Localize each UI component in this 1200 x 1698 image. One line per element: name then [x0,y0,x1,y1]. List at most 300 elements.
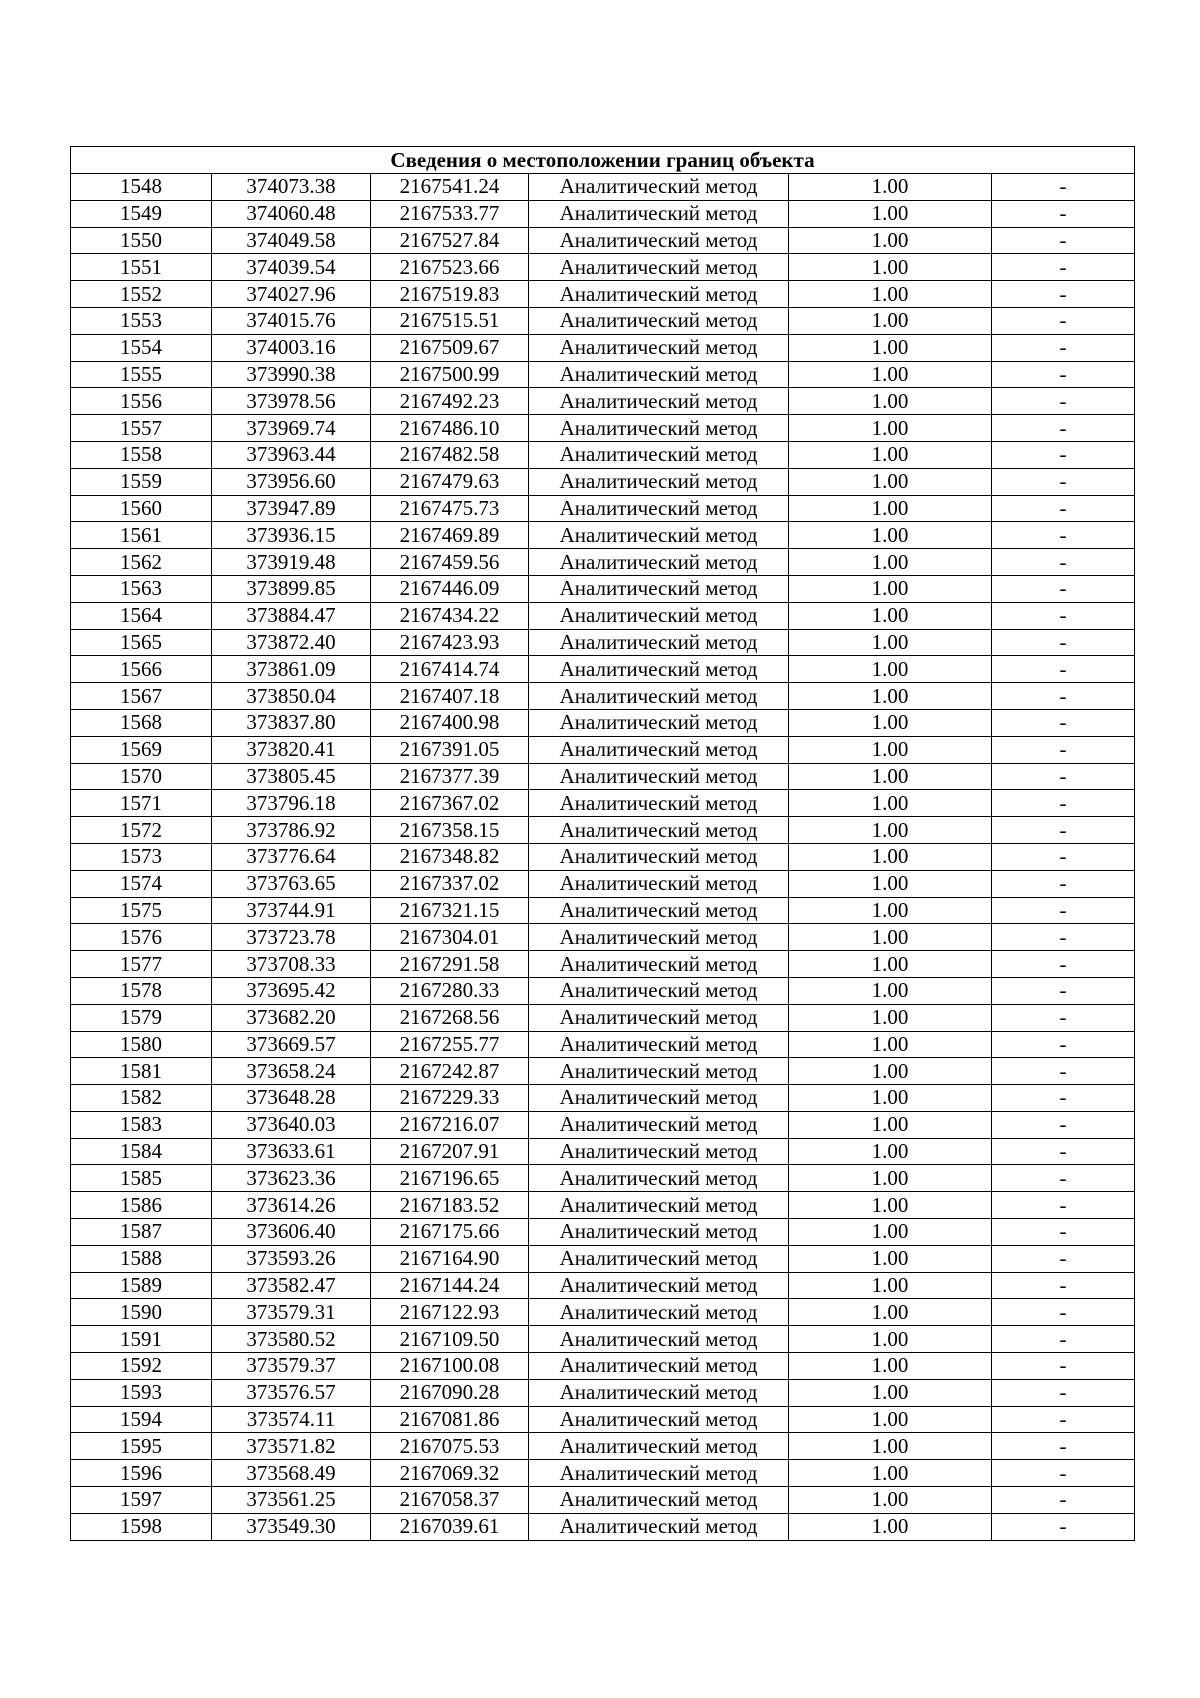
point-number-cell: 1560 [71,495,212,522]
description-cell: - [992,790,1135,817]
description-cell: - [992,1031,1135,1058]
method-cell: Аналитический метод [529,1326,789,1353]
y-coordinate-cell: 2167348.82 [371,843,529,870]
x-coordinate-cell: 373899.85 [212,575,371,602]
accuracy-cell: 1.00 [789,1272,992,1299]
method-cell: Аналитический метод [529,843,789,870]
description-cell: - [992,602,1135,629]
y-coordinate-cell: 2167321.15 [371,897,529,924]
y-coordinate-cell: 2167407.18 [371,683,529,710]
y-coordinate-cell: 2167069.32 [371,1460,529,1487]
accuracy-cell: 1.00 [789,897,992,924]
y-coordinate-cell: 2167337.02 [371,870,529,897]
accuracy-cell: 1.00 [789,1165,992,1192]
table-row [71,897,1135,924]
y-coordinate-cell: 2167434.22 [371,602,529,629]
method-cell: Аналитический метод [529,307,789,334]
method-cell: Аналитический метод [529,683,789,710]
point-number-cell: 1554 [71,334,212,361]
method-cell: Аналитический метод [529,870,789,897]
method-cell: Аналитический метод [529,1058,789,1085]
method-cell: Аналитический метод [529,495,789,522]
x-coordinate-cell: 373723.78 [212,924,371,951]
table-row [71,977,1135,1004]
y-coordinate-cell: 2167459.56 [371,549,529,576]
x-coordinate-cell: 373936.15 [212,522,371,549]
method-cell: Аналитический метод [529,629,789,656]
description-cell: - [992,897,1135,924]
accuracy-cell: 1.00 [789,790,992,817]
accuracy-cell: 1.00 [789,495,992,522]
y-coordinate-cell: 2167469.89 [371,522,529,549]
x-coordinate-cell: 373695.42 [212,977,371,1004]
description-cell: - [992,441,1135,468]
x-coordinate-cell: 373640.03 [212,1111,371,1138]
table-row [71,870,1135,897]
table-row [71,629,1135,656]
point-number-cell: 1583 [71,1111,212,1138]
x-coordinate-cell: 374003.16 [212,334,371,361]
table-row [71,495,1135,522]
description-cell: - [992,307,1135,334]
description-cell: - [992,1111,1135,1138]
method-cell: Аналитический метод [529,227,789,254]
point-number-cell: 1582 [71,1085,212,1112]
table-row [71,1379,1135,1406]
accuracy-cell: 1.00 [789,174,992,201]
table-row [71,281,1135,308]
method-cell: Аналитический метод [529,1353,789,1380]
method-cell: Аналитический метод [529,1272,789,1299]
table-row [71,307,1135,334]
method-cell: Аналитический метод [529,1192,789,1219]
x-coordinate-cell: 373593.26 [212,1245,371,1272]
y-coordinate-cell: 2167519.83 [371,281,529,308]
accuracy-cell: 1.00 [789,361,992,388]
y-coordinate-cell: 2167207.91 [371,1138,529,1165]
method-cell: Аналитический метод [529,1406,789,1433]
x-coordinate-cell: 373648.28 [212,1085,371,1112]
method-cell: Аналитический метод [529,951,789,978]
method-cell: Аналитический метод [529,1245,789,1272]
x-coordinate-cell: 373763.65 [212,870,371,897]
point-number-cell: 1598 [71,1513,212,1540]
table-row [71,415,1135,442]
method-cell: Аналитический метод [529,977,789,1004]
y-coordinate-cell: 2167486.10 [371,415,529,442]
accuracy-cell: 1.00 [789,977,992,1004]
accuracy-cell: 1.00 [789,1031,992,1058]
table-row [71,1326,1135,1353]
y-coordinate-cell: 2167446.09 [371,575,529,602]
accuracy-cell: 1.00 [789,817,992,844]
y-coordinate-cell: 2167075.53 [371,1433,529,1460]
point-number-cell: 1559 [71,468,212,495]
point-number-cell: 1570 [71,763,212,790]
x-coordinate-cell: 373669.57 [212,1031,371,1058]
description-cell: - [992,1406,1135,1433]
description-cell: - [992,951,1135,978]
point-number-cell: 1553 [71,307,212,334]
point-number-cell: 1587 [71,1219,212,1246]
description-cell: - [992,924,1135,951]
table-row [71,1004,1135,1031]
x-coordinate-cell: 373786.92 [212,817,371,844]
x-coordinate-cell: 373861.09 [212,656,371,683]
x-coordinate-cell: 373708.33 [212,951,371,978]
y-coordinate-cell: 2167242.87 [371,1058,529,1085]
x-coordinate-cell: 373805.45 [212,763,371,790]
accuracy-cell: 1.00 [789,200,992,227]
point-number-cell: 1569 [71,736,212,763]
accuracy-cell: 1.00 [789,575,992,602]
y-coordinate-cell: 2167423.93 [371,629,529,656]
point-number-cell: 1567 [71,683,212,710]
accuracy-cell: 1.00 [789,468,992,495]
y-coordinate-cell: 2167400.98 [371,709,529,736]
description-cell: - [992,334,1135,361]
description-cell: - [992,1272,1135,1299]
x-coordinate-cell: 373776.64 [212,843,371,870]
y-coordinate-cell: 2167291.58 [371,951,529,978]
point-number-cell: 1595 [71,1433,212,1460]
table-row [71,1245,1135,1272]
x-coordinate-cell: 374039.54 [212,254,371,281]
description-cell: - [992,763,1135,790]
point-number-cell: 1579 [71,1004,212,1031]
x-coordinate-cell: 373956.60 [212,468,371,495]
description-cell: - [992,870,1135,897]
description-cell: - [992,1379,1135,1406]
table-row [71,1219,1135,1246]
accuracy-cell: 1.00 [789,1192,992,1219]
table-row [71,441,1135,468]
x-coordinate-cell: 373658.24 [212,1058,371,1085]
accuracy-cell: 1.00 [789,281,992,308]
x-coordinate-cell: 373582.47 [212,1272,371,1299]
point-number-cell: 1565 [71,629,212,656]
y-coordinate-cell: 2167377.39 [371,763,529,790]
point-number-cell: 1577 [71,951,212,978]
description-cell: - [992,1487,1135,1514]
accuracy-cell: 1.00 [789,924,992,951]
accuracy-cell: 1.00 [789,1487,992,1514]
table-row [71,656,1135,683]
description-cell: - [992,1165,1135,1192]
table-row [71,1085,1135,1112]
description-cell: - [992,1085,1135,1112]
x-coordinate-cell: 373872.40 [212,629,371,656]
point-number-cell: 1563 [71,575,212,602]
y-coordinate-cell: 2167358.15 [371,817,529,844]
accuracy-cell: 1.00 [789,1111,992,1138]
description-cell: - [992,629,1135,656]
description-cell: - [992,1138,1135,1165]
table-row [71,334,1135,361]
point-number-cell: 1591 [71,1326,212,1353]
point-number-cell: 1580 [71,1031,212,1058]
table-row [71,1138,1135,1165]
accuracy-cell: 1.00 [789,709,992,736]
table-row [71,522,1135,549]
y-coordinate-cell: 2167527.84 [371,227,529,254]
method-cell: Аналитический метод [529,790,789,817]
accuracy-cell: 1.00 [789,1406,992,1433]
y-coordinate-cell: 2167122.93 [371,1299,529,1326]
y-coordinate-cell: 2167144.24 [371,1272,529,1299]
accuracy-cell: 1.00 [789,1326,992,1353]
point-number-cell: 1556 [71,388,212,415]
description-cell: - [992,1004,1135,1031]
accuracy-cell: 1.00 [789,415,992,442]
x-coordinate-cell: 373633.61 [212,1138,371,1165]
y-coordinate-cell: 2167268.56 [371,1004,529,1031]
y-coordinate-cell: 2167216.07 [371,1111,529,1138]
description-cell: - [992,174,1135,201]
table-row [71,227,1135,254]
x-coordinate-cell: 373963.44 [212,441,371,468]
table-row [71,951,1135,978]
point-number-cell: 1561 [71,522,212,549]
accuracy-cell: 1.00 [789,683,992,710]
x-coordinate-cell: 373850.04 [212,683,371,710]
method-cell: Аналитический метод [529,1138,789,1165]
point-number-cell: 1568 [71,709,212,736]
x-coordinate-cell: 373579.31 [212,1299,371,1326]
point-number-cell: 1588 [71,1245,212,1272]
x-coordinate-cell: 374049.58 [212,227,371,254]
y-coordinate-cell: 2167090.28 [371,1379,529,1406]
method-cell: Аналитический метод [529,281,789,308]
method-cell: Аналитический метод [529,361,789,388]
method-cell: Аналитический метод [529,549,789,576]
point-number-cell: 1558 [71,441,212,468]
y-coordinate-cell: 2167304.01 [371,924,529,951]
x-coordinate-cell: 373549.30 [212,1513,371,1540]
table-row [71,683,1135,710]
x-coordinate-cell: 373919.48 [212,549,371,576]
method-cell: Аналитический метод [529,1031,789,1058]
x-coordinate-cell: 374015.76 [212,307,371,334]
x-coordinate-cell: 373744.91 [212,897,371,924]
y-coordinate-cell: 2167100.08 [371,1353,529,1380]
description-cell: - [992,736,1135,763]
y-coordinate-cell: 2167509.67 [371,334,529,361]
table-row [71,549,1135,576]
method-cell: Аналитический метод [529,736,789,763]
method-cell: Аналитический метод [529,1513,789,1540]
method-cell: Аналитический метод [529,1085,789,1112]
table-row [71,843,1135,870]
description-cell: - [992,1245,1135,1272]
method-cell: Аналитический метод [529,254,789,281]
method-cell: Аналитический метод [529,709,789,736]
point-number-cell: 1564 [71,602,212,629]
method-cell: Аналитический метод [529,1165,789,1192]
table-row [71,817,1135,844]
method-cell: Аналитический метод [529,924,789,951]
method-cell: Аналитический метод [529,441,789,468]
table-row [71,361,1135,388]
table-row [71,602,1135,629]
y-coordinate-cell: 2167280.33 [371,977,529,1004]
description-cell: - [992,227,1135,254]
x-coordinate-cell: 373837.80 [212,709,371,736]
description-cell: - [992,1299,1135,1326]
table-row [71,1058,1135,1085]
point-number-cell: 1562 [71,549,212,576]
description-cell: - [992,1058,1135,1085]
point-number-cell: 1578 [71,977,212,1004]
point-number-cell: 1557 [71,415,212,442]
x-coordinate-cell: 374027.96 [212,281,371,308]
description-cell: - [992,575,1135,602]
point-number-cell: 1574 [71,870,212,897]
table-row [71,200,1135,227]
description-cell: - [992,1513,1135,1540]
description-cell: - [992,843,1135,870]
y-coordinate-cell: 2167183.52 [371,1192,529,1219]
description-cell: - [992,361,1135,388]
y-coordinate-cell: 2167255.77 [371,1031,529,1058]
x-coordinate-cell: 373614.26 [212,1192,371,1219]
x-coordinate-cell: 373884.47 [212,602,371,629]
description-cell: - [992,549,1135,576]
boundary-table [70,146,1135,1541]
accuracy-cell: 1.00 [789,763,992,790]
y-coordinate-cell: 2167414.74 [371,656,529,683]
point-number-cell: 1548 [71,174,212,201]
accuracy-cell: 1.00 [789,1085,992,1112]
x-coordinate-cell: 373947.89 [212,495,371,522]
point-number-cell: 1581 [71,1058,212,1085]
y-coordinate-cell: 2167058.37 [371,1487,529,1514]
y-coordinate-cell: 2167500.99 [371,361,529,388]
point-number-cell: 1549 [71,200,212,227]
method-cell: Аналитический метод [529,522,789,549]
table-row [71,575,1135,602]
accuracy-cell: 1.00 [789,254,992,281]
y-coordinate-cell: 2167229.33 [371,1085,529,1112]
method-cell: Аналитический метод [529,1379,789,1406]
point-number-cell: 1590 [71,1299,212,1326]
x-coordinate-cell: 373682.20 [212,1004,371,1031]
x-coordinate-cell: 373969.74 [212,415,371,442]
description-cell: - [992,977,1135,1004]
description-cell: - [992,656,1135,683]
method-cell: Аналитический метод [529,817,789,844]
description-cell: - [992,415,1135,442]
description-cell: - [992,522,1135,549]
accuracy-cell: 1.00 [789,629,992,656]
method-cell: Аналитический метод [529,1219,789,1246]
x-coordinate-cell: 373623.36 [212,1165,371,1192]
point-number-cell: 1586 [71,1192,212,1219]
description-cell: - [992,254,1135,281]
table-row [71,736,1135,763]
point-number-cell: 1593 [71,1379,212,1406]
description-cell: - [992,1326,1135,1353]
description-cell: - [992,817,1135,844]
accuracy-cell: 1.00 [789,656,992,683]
point-number-cell: 1596 [71,1460,212,1487]
method-cell: Аналитический метод [529,1487,789,1514]
table-row [71,790,1135,817]
point-number-cell: 1575 [71,897,212,924]
accuracy-cell: 1.00 [789,602,992,629]
accuracy-cell: 1.00 [789,870,992,897]
table-row [71,1165,1135,1192]
point-number-cell: 1566 [71,656,212,683]
x-coordinate-cell: 373568.49 [212,1460,371,1487]
method-cell: Аналитический метод [529,200,789,227]
method-cell: Аналитический метод [529,656,789,683]
x-coordinate-cell: 373576.57 [212,1379,371,1406]
accuracy-cell: 1.00 [789,1058,992,1085]
x-coordinate-cell: 373579.37 [212,1353,371,1380]
table-body [71,147,1135,1541]
point-number-cell: 1585 [71,1165,212,1192]
accuracy-cell: 1.00 [789,1245,992,1272]
table-row [71,1487,1135,1514]
point-number-cell: 1589 [71,1272,212,1299]
accuracy-cell: 1.00 [789,522,992,549]
point-number-cell: 1576 [71,924,212,951]
x-coordinate-cell: 373978.56 [212,388,371,415]
table-row [71,1353,1135,1380]
method-cell: Аналитический метод [529,763,789,790]
accuracy-cell: 1.00 [789,1460,992,1487]
table-title-row [71,147,1135,174]
accuracy-cell: 1.00 [789,388,992,415]
y-coordinate-cell: 2167523.66 [371,254,529,281]
y-coordinate-cell: 2167081.86 [371,1406,529,1433]
table-row [71,1272,1135,1299]
y-coordinate-cell: 2167391.05 [371,736,529,763]
point-number-cell: 1573 [71,843,212,870]
y-coordinate-cell: 2167039.61 [371,1513,529,1540]
table-row [71,1460,1135,1487]
description-cell: - [992,1219,1135,1246]
description-cell: - [992,388,1135,415]
method-cell: Аналитический метод [529,602,789,629]
point-number-cell: 1550 [71,227,212,254]
accuracy-cell: 1.00 [789,1513,992,1540]
x-coordinate-cell: 373580.52 [212,1326,371,1353]
point-number-cell: 1572 [71,817,212,844]
x-coordinate-cell: 373606.40 [212,1219,371,1246]
table-title: Сведения о местоположении границ объекта [71,147,1135,174]
method-cell: Аналитический метод [529,1004,789,1031]
table-row [71,1031,1135,1058]
description-cell: - [992,683,1135,710]
table-row [71,1192,1135,1219]
description-cell: - [992,281,1135,308]
accuracy-cell: 1.00 [789,441,992,468]
method-cell: Аналитический метод [529,1460,789,1487]
accuracy-cell: 1.00 [789,334,992,361]
table-row [71,468,1135,495]
x-coordinate-cell: 374073.38 [212,174,371,201]
point-number-cell: 1555 [71,361,212,388]
y-coordinate-cell: 2167482.58 [371,441,529,468]
table-row [71,388,1135,415]
table-row [71,254,1135,281]
accuracy-cell: 1.00 [789,1353,992,1380]
y-coordinate-cell: 2167479.63 [371,468,529,495]
accuracy-cell: 1.00 [789,1138,992,1165]
accuracy-cell: 1.00 [789,1433,992,1460]
